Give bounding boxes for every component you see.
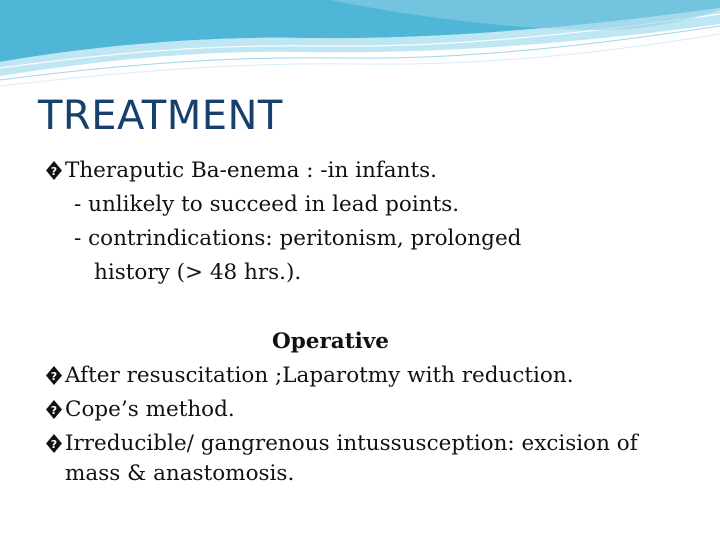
replacement-char-icon bbox=[46, 366, 62, 385]
bullet-item-irreducible-cont: mass & anastomosis. bbox=[65, 461, 295, 486]
bullet-item-copes-method bbox=[46, 397, 235, 423]
bullet-item-enema bbox=[46, 158, 437, 184]
bullet-text: Irreducible/ gangrenous intussusception: excision of bbox=[65, 431, 638, 456]
bullet-text: Cope’s method. bbox=[65, 397, 235, 422]
sub-item-lead-points: - unlikely to succeed in lead points. bbox=[74, 192, 460, 217]
sub-item-contraindications: - contrindications: peritonism, prolonged bbox=[74, 226, 522, 251]
replacement-char-icon bbox=[46, 434, 62, 453]
bullet-item-irreducible bbox=[46, 431, 638, 457]
svg-text:?: ? bbox=[50, 370, 58, 383]
svg-text:?: ? bbox=[50, 404, 58, 417]
slide-title: TREATMENT bbox=[38, 93, 283, 139]
sub-item-contraindications-cont: history (> 48 hrs.). bbox=[94, 260, 302, 285]
svg-text:?: ? bbox=[50, 165, 58, 178]
bullet-text: Theraputic Ba-enema : -in infants. bbox=[65, 158, 437, 183]
bullet-text: After resuscitation ;Laparotmy with reduction. bbox=[65, 363, 574, 388]
replacement-char-icon bbox=[46, 400, 62, 419]
replacement-char-icon bbox=[46, 161, 62, 180]
svg-text:?: ? bbox=[50, 438, 58, 451]
bullet-item-laparotomy bbox=[46, 363, 574, 389]
section-heading-operative: Operative bbox=[272, 329, 389, 354]
